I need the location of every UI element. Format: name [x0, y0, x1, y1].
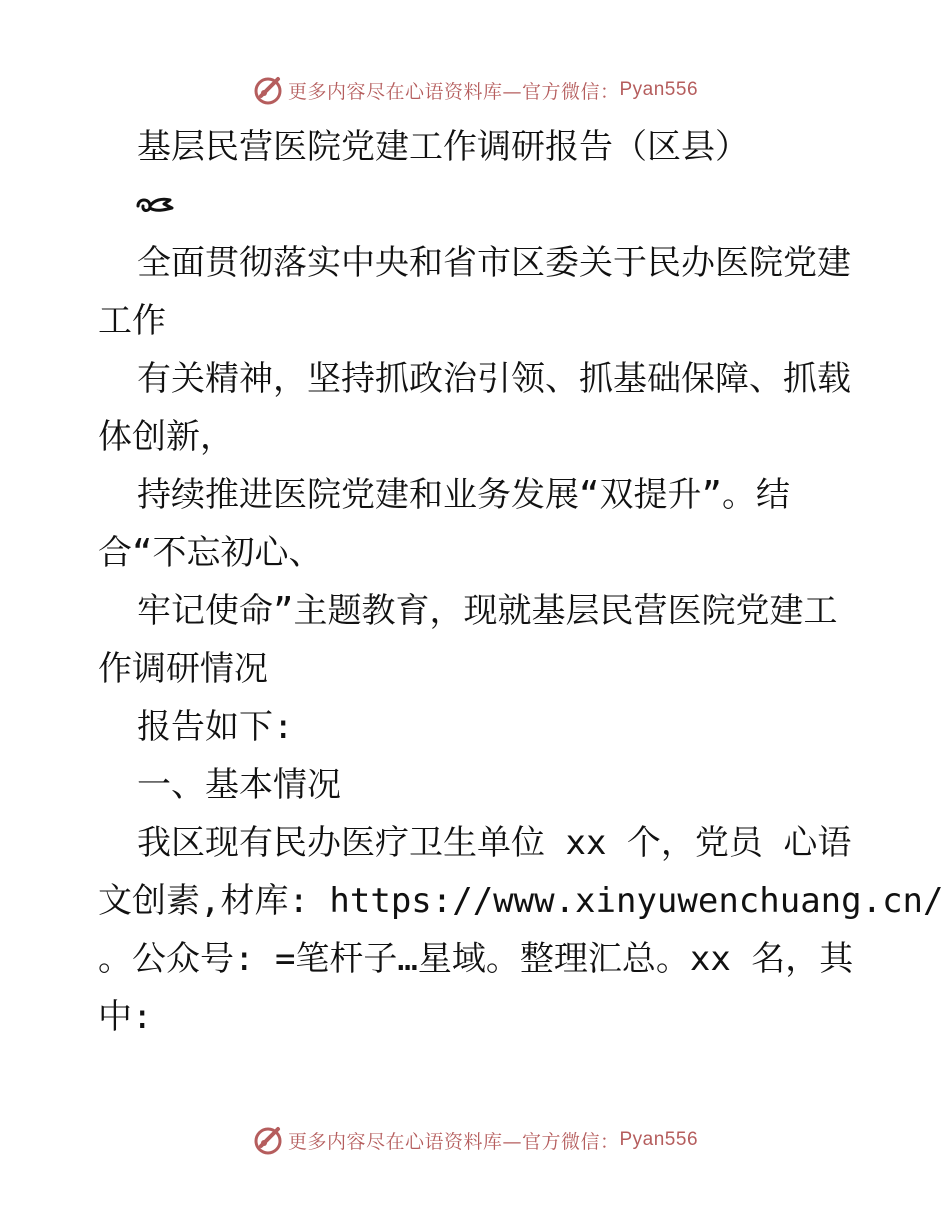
section-heading: 一、基本情况: [137, 765, 341, 805]
pen-seal-logo: [252, 74, 284, 106]
paragraph-line: 合“不忘初心、: [98, 533, 323, 573]
banner-handle: Pyan556: [619, 1129, 699, 1150]
banner-handle: Pyan556: [619, 79, 699, 100]
banner-text: 更多内容尽在心语资料库—官方微信：: [287, 1130, 620, 1153]
header-watermark-banner: [0, 70, 950, 110]
paragraph-line: 中:: [98, 997, 153, 1037]
document-title: 基层民营医院党建工作调研报告（区县）: [137, 127, 749, 167]
paragraph-line: 牢记使命”主题教育，现就基层民营医院党建工: [137, 591, 838, 631]
footer-watermark-banner: [0, 1120, 950, 1160]
paragraph-line: 我区现有民办医疗卫生单位 xx 个，党员 心语: [137, 823, 852, 863]
paragraph-line: 工作: [98, 301, 166, 341]
swirl-ornament-icon: [134, 192, 174, 218]
pen-seal-logo: [252, 1124, 284, 1156]
paragraph-line: 。公众号: =笔杆子…星域。整理汇总。xx 名，其: [98, 939, 854, 979]
paragraph-line: 全面贯彻落实中央和省市区委关于民办医院党建: [137, 243, 851, 283]
paragraph-line: 作调研情况: [98, 649, 268, 689]
paragraph-line: 体创新，: [98, 417, 234, 457]
paragraph-line: 文创素,材库: https://www.xinyuwenchuang.cn/: [98, 881, 944, 921]
paragraph-line: 持续推进医院党建和业务发展“双提升”。结: [137, 475, 790, 515]
paragraph-line: 有关精神，坚持抓政治引领、抓基础保障、抓载: [137, 359, 851, 399]
paragraph-line: 报告如下:: [137, 707, 294, 747]
banner-text: 更多内容尽在心语资料库—官方微信：: [287, 80, 620, 103]
